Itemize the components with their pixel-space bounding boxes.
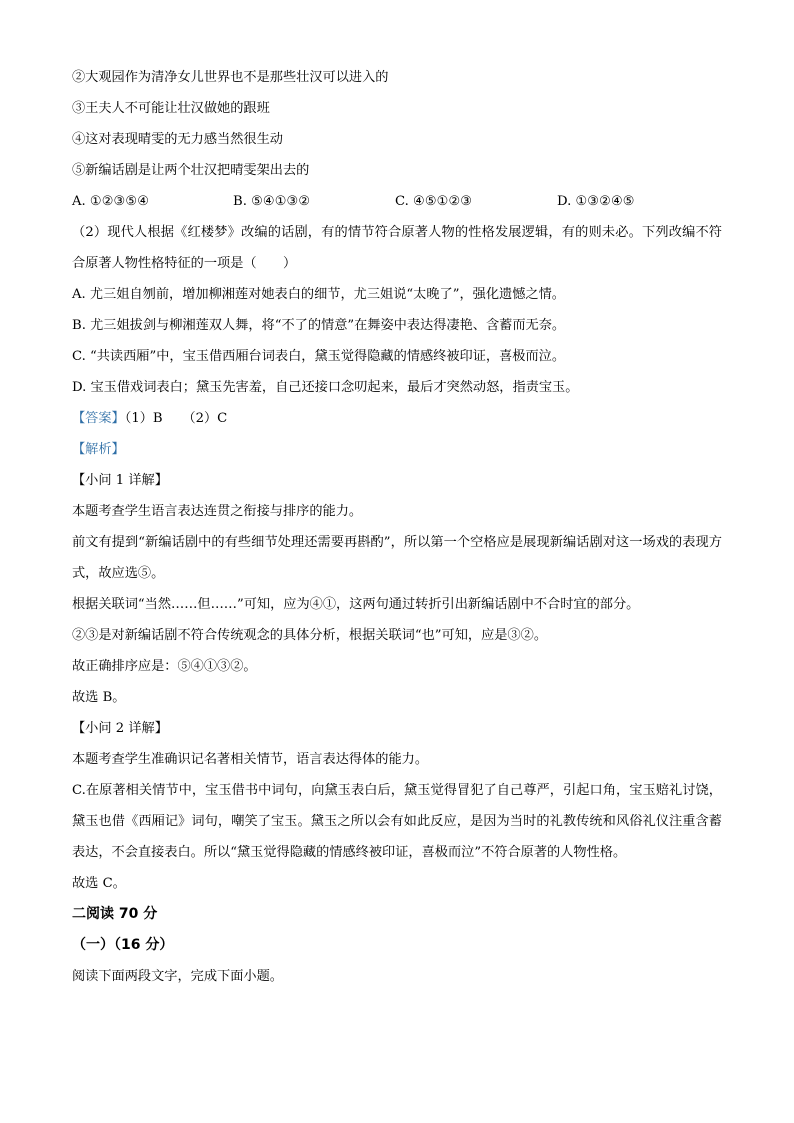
section2-subtitle: （一）（16 分）	[72, 937, 174, 953]
sentence-2: ②大观园作为清净女儿世界也不是那些壮汉可以进入的	[72, 70, 389, 85]
option-a: A. ①②③⑤④	[72, 194, 150, 209]
q2-heading: 【小问 2 详解】	[72, 721, 168, 736]
q2-para-2: C.在原著相关情节中，宝玉借书中词句，向黛玉表白后，黛玉觉得冒犯了自己尊严，引起口角，宝玉赔礼讨饶，黛玉也借《西厢记》词句，嘲笑了宝玉。黛玉之所以会有如此反应，是因为当时的礼教传统和风俗礼仪注重含蓄表达，不会直接表白。所以“黛玉觉得隐藏的情感终被印证，喜极而泣”不符合原著的人物性格。	[72, 783, 722, 860]
question2-option-d: D. 宝玉借戏词表白；黛玉先害羞，自己还接口念叨起来，最后才突然动怒，指责宝玉。	[72, 380, 579, 395]
q2-para-3: 故选 C。	[72, 876, 126, 891]
q1-para-5: 故正确排序应是：⑤④①③②。	[72, 659, 257, 674]
q1-para-3: 根据关联词“当然……但……”可知，应为④①，这两句通过转折引出新编话剧中不合时宜的部分。	[72, 597, 640, 612]
q1-para-6: 故选 B。	[72, 690, 126, 705]
q1-para-1: 本题考查学生语言表达连贯之衔接与排序的能力。	[72, 504, 363, 519]
question2-stem: （2）现代人根据《红楼梦》改编的话剧，有的情节符合原著人物的性格发展逻辑，有的则未必。下列改编不符合原著人物性格特征的一项是（ ）	[72, 225, 722, 271]
option-b: B. ⑤④①③②	[233, 194, 311, 209]
section2-instruction: 阅读下面两段文字，完成下面小题。	[72, 969, 283, 984]
q1-para-4: ②③是对新编话剧不符合传统观念的具体分析，根据关联词“也”可知，应是③②。	[72, 628, 548, 643]
question2-option-c: C. “共读西厢”中，宝玉借西厢台词表白，黛玉觉得隐藏的情感终被印证，喜极而泣。	[72, 349, 566, 364]
sentence-5: ⑤新编话剧是让两个壮汉把晴雯架出去的	[72, 163, 310, 178]
q2-para-1: 本题考查学生准确识记名著相关情节，语言表达得体的能力。	[72, 752, 429, 767]
sentence-3: ③王夫人不可能让壮汉做她的跟班	[72, 101, 270, 116]
q1-para-2: 前文有提到“新编话剧中的有些细节处理还需要再斟酌”，所以第一个空格应是展现新编话剧对这一场戏的表现方式，故应选⑤。	[72, 535, 722, 581]
section2-title: 二阅读 70 分	[72, 906, 158, 922]
question2-option-a: A. 尤三姐自刎前，增加柳湘莲对她表白的细节，尤三姐说“太晚了”，强化遗憾之情。	[72, 287, 565, 302]
analysis-label: 【解析】	[72, 442, 125, 457]
answer-line	[72, 403, 722, 434]
sentence-4: ④这对表现晴雯的无力感当然很生动	[72, 132, 283, 147]
question1-options	[72, 186, 722, 217]
option-c: C. ④⑤①②③	[395, 194, 473, 209]
question2-option-b: B. 尤三姐拔剑与柳湘莲双人舞，将“不了的情意”在舞姿中表达得凄艳、含蓄而无奈。	[72, 318, 566, 333]
answer-label: 【答案】	[72, 411, 125, 426]
answer-text: （1）B （2）C	[124, 411, 228, 426]
option-d: D. ①③②④⑤	[557, 194, 635, 209]
q1-heading: 【小问 1 详解】	[72, 473, 168, 488]
document-page	[72, 62, 722, 992]
